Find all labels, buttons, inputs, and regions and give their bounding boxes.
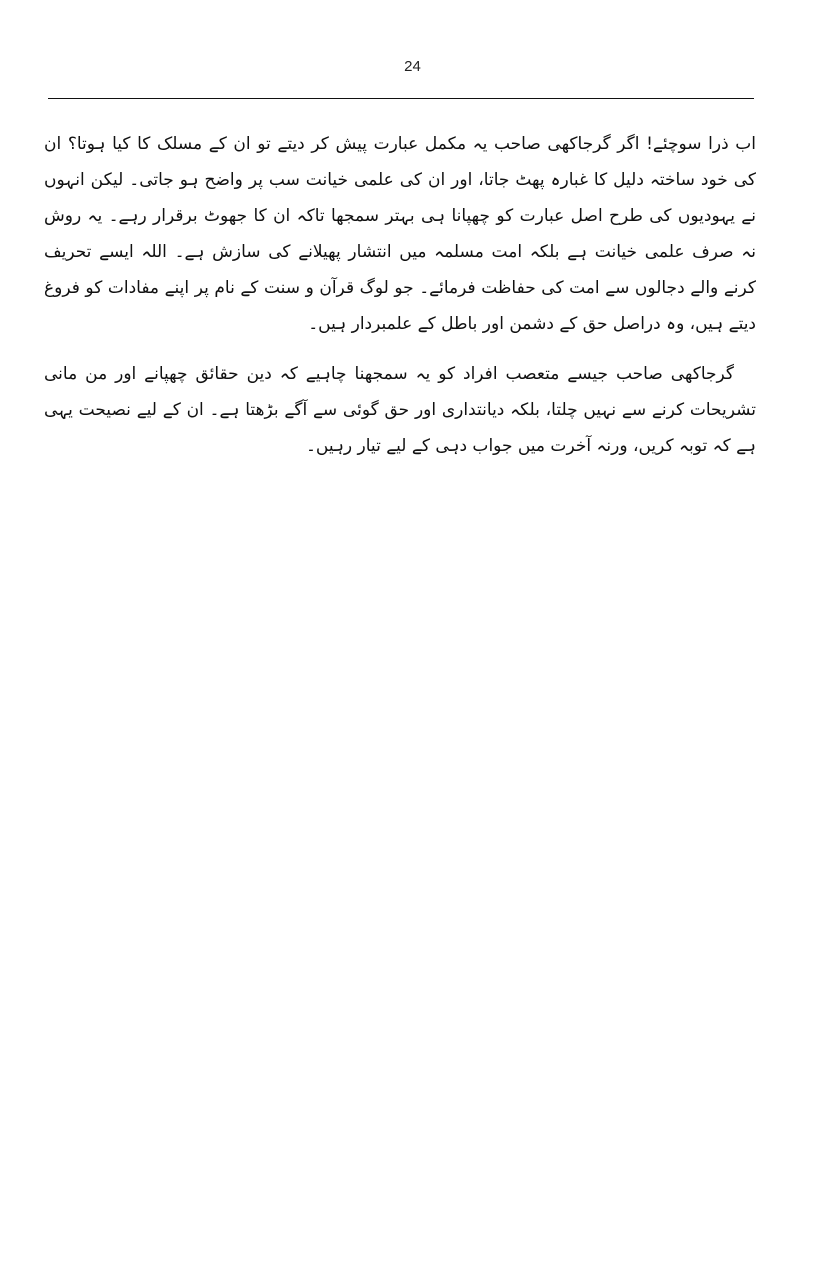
paragraph-2: گرجاکھی صاحب جیسے متعصب افراد کو یہ سمجھنا چاہیے کہ دین حقائق چھپانے اور من مانی تشریحات کرنے سے نہیں چلتا، بلکہ دیانتداری اور حق گوئی سے آگے بڑھتا ہے۔ ان کے لیے نصیحت یہی ہے کہ توبہ کریں، ورنہ آخرت میں جواب دہی کے لیے تیار رہیں۔ [44,364,756,456]
page-number: 24 [404,58,421,75]
header-divider [48,98,754,99]
document-body [44,126,756,478]
paragraph-1: اب ذرا سوچئے! اگر گرجاکھی صاحب یہ مکمل عبارت پیش کر دیتے تو ان کے مسلک کا کیا ہوتا؟ ان کی خود ساختہ دلیل کا غبارہ پھٹ جاتا، اور ان کی علمی خیانت سب پر واضح ہو جاتی۔ لیکن انہوں نے یہودیوں کی طرح اصل عبارت کو چھپانا ہی بہتر سمجھا تاکہ ان کا جھوٹ برقرار رہے۔ یہ روش نہ صرف علمی خیانت ہے بلکہ امت مسلمہ میں انتشار پھیلانے کی سازش ہے۔ اللہ ایسے تحریف کرنے والے دجالوں سے امت کی حفاظت فرمائے۔ جو لوگ قرآن و سنت کے نام پر اپنے مفادات کو فروغ دیتے ہیں، وہ دراصل حق کے دشمن اور باطل کے علمبردار ہیں۔ [44,134,756,334]
